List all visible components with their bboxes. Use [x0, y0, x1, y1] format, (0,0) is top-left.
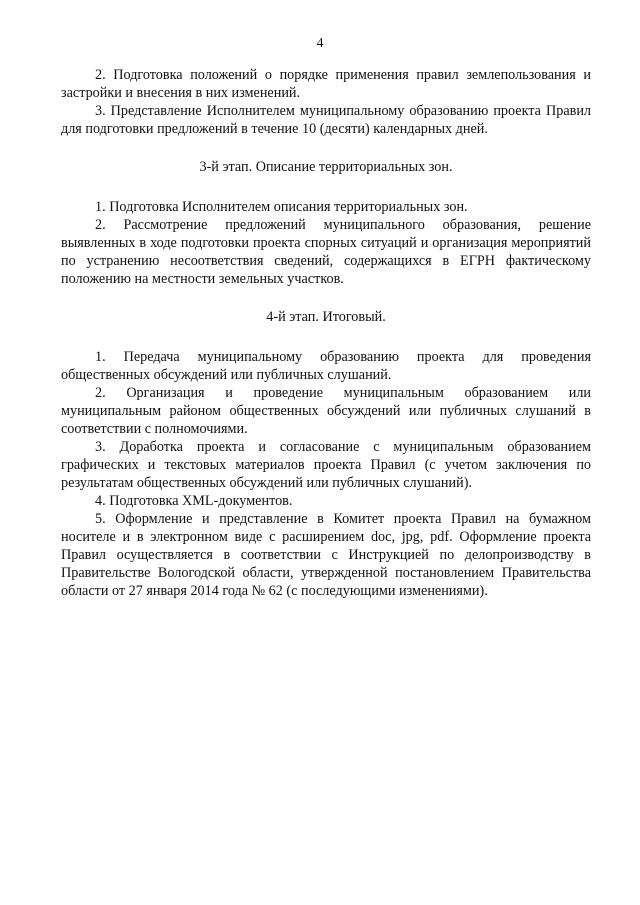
stage3-heading: 3-й этап. Описание территориальных зон. — [199, 159, 453, 175]
document-body — [61, 66, 591, 600]
stage3-item-2: 2. Рассмотрение предложений муниципального образования, решение выявленных в ходе подготовки проекта спорных ситуаций и организация мероприятий по устранению несоответствия сведений, содержащихся в ЕГРН фактическому положению на местности земельных участков. — [61, 217, 591, 287]
stage2-item-2: 2. Подготовка положений о порядке применения правил землепользования и застройки и внесения в них изменений. — [61, 67, 591, 101]
stage4-heading: 4-й этап. Итоговый. — [266, 309, 386, 325]
stage4-item-3: 3. Доработка проекта и согласование с муниципальным образованием графических и текстовых материалов проекта Правил (с учетом заключения по результатам общественных обсуждений или публичных слушаний). — [61, 439, 591, 491]
stage4-item-5: 5. Оформление и представление в Комитет проекта Правил на бумажном носителе и в электронном виде с расширением doc, jpg, pdf. Оформление проекта Правил осуществляется в соответствии с Инструкцией по делопроизводству в Правительстве Вологодской области, утвержденной постановлением Правительства области от 27 января 2014 года № 62 (с последующими изменениями). — [61, 511, 591, 599]
stage4-item-4: 4. Подготовка XML-документов. — [95, 493, 293, 509]
stage4-item-1: 1. Передача муниципальному образованию проекта для проведения общественных обсуждений или публичных слушаний. — [61, 349, 591, 383]
stage3-item-1: 1. Подготовка Исполнителем описания территориальных зон. — [95, 199, 468, 215]
page-number: 4 — [316, 36, 324, 51]
stage4-item-2: 2. Организация и проведение муниципальным образованием или муниципальным районом общественных обсуждений или публичных слушаний в соответствии с полномочиями. — [61, 385, 591, 437]
stage2-item-3: 3. Представление Исполнителем муниципальному образованию проекта Правил для подготовки предложений в течение 10 (десяти) календарных дней. — [61, 103, 591, 137]
